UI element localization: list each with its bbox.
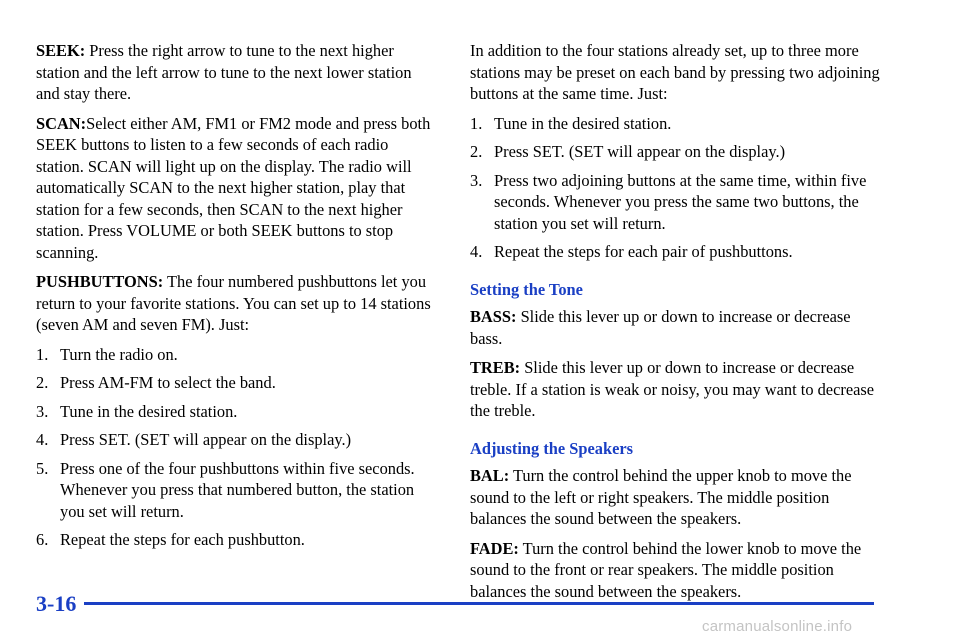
step-number: 2. — [36, 373, 49, 392]
step-text: Press SET. (SET will appear on the display.) — [60, 430, 352, 449]
treb-paragraph — [470, 357, 880, 422]
tone-heading: Setting the Tone — [470, 279, 583, 299]
step-text: Press AM‐FM to select the band. — [60, 373, 276, 392]
pushbuttons-text: The four numbered pushbuttons let you return to your favorite stations. You can set up to 14 stations (seven AM and seven FM). Just: — [36, 272, 431, 334]
pushbutton-steps-list — [36, 344, 436, 551]
fade-paragraph — [470, 538, 880, 603]
bal-paragraph — [470, 465, 880, 530]
step-number: 1. — [470, 113, 483, 133]
step-text: Press one of the four pushbuttons within five seconds. Whenever you press that numbered button, the station you set will return. — [60, 458, 415, 521]
list-item — [470, 170, 880, 235]
step-text: Press SET. (SET will appear on the display.) — [494, 142, 786, 161]
list-item — [470, 241, 880, 263]
seek-paragraph — [36, 40, 436, 105]
step-number: 6. — [36, 530, 49, 549]
step-number: 3. — [470, 170, 483, 190]
watermark: carmanualsonline.info — [702, 618, 853, 635]
footer-divider — [84, 602, 874, 605]
pushbuttons-term: PUSHBUTTONS: — [36, 272, 164, 291]
step-text: Repeat the steps for each pushbutton. — [60, 530, 305, 549]
list-item — [470, 141, 880, 163]
left-column — [36, 40, 436, 559]
bass-term: BASS: — [470, 307, 517, 326]
step-text: Press two adjoining buttons at the same time, within five seconds. Whenever you press the same two buttons, the station you set will return. — [494, 170, 867, 233]
list-item — [36, 429, 436, 451]
pushbuttons-paragraph — [36, 271, 436, 336]
preset-steps-list — [470, 113, 880, 263]
list-item — [36, 529, 436, 551]
list-item — [470, 113, 880, 135]
scan-term: SCAN: — [36, 113, 87, 133]
speakers-heading: Adjusting the Speakers — [470, 438, 634, 458]
treb-text: Slide this lever up or down to increase or decrease treble. If a station is weak or noisy, you may want to decrease the treble. — [470, 358, 875, 420]
preset-intro-paragraph: In addition to the four stations already set, up to three more stations may be preset on each band by pressing two adjoining buttons at the same time. Just: — [470, 41, 880, 103]
page-number: 3-16 — [36, 591, 77, 616]
scan-paragraph — [36, 113, 436, 264]
step-number: 4. — [36, 430, 49, 449]
step-text: Tune in the desired station. — [494, 113, 672, 133]
step-text: Tune in the desired station. — [60, 401, 238, 421]
bal-text: Turn the control behind the upper knob to move the sound to the left or right speakers. The middle position balances the sound between the speakers. — [470, 466, 852, 528]
step-number: 5. — [36, 458, 49, 478]
scan-text: Select either AM, FM1 or FM2 mode and press both SEEK buttons to listen to a few seconds of each radio station. SCAN will light up on the display. The radio will automatically SCAN to the next higher station, play that station for a few seconds, then SCAN to the next higher station. Press VOLUME or both SEEK buttons to stop scanning. — [36, 113, 431, 262]
bal-term: BAL: — [470, 466, 510, 485]
list-item — [36, 401, 436, 423]
fade-text: Turn the control behind the lower knob to move the sound to the front or rear speakers. The middle position balances the sound between the speakers. — [470, 538, 862, 601]
right-column — [470, 40, 880, 610]
list-item — [36, 458, 436, 523]
step-text: Repeat the steps for each pair of pushbuttons. — [494, 242, 793, 261]
step-number: 1. — [36, 344, 49, 364]
step-number: 2. — [470, 142, 483, 161]
seek-term: SEEK: — [36, 41, 86, 60]
step-text: Turn the radio on. — [60, 344, 178, 364]
list-item — [36, 372, 436, 394]
seek-text: Press the right arrow to tune to the next higher station and the left arrow to tune to the next lower station and stay there. — [36, 41, 412, 103]
bass-text: Slide this lever up or down to increase or decrease bass. — [470, 307, 851, 348]
list-item — [36, 344, 436, 366]
step-number: 4. — [470, 242, 483, 261]
step-number: 3. — [36, 401, 49, 421]
treb-term: TREB: — [470, 358, 521, 377]
fade-term: FADE: — [470, 538, 519, 558]
bass-paragraph — [470, 306, 880, 349]
